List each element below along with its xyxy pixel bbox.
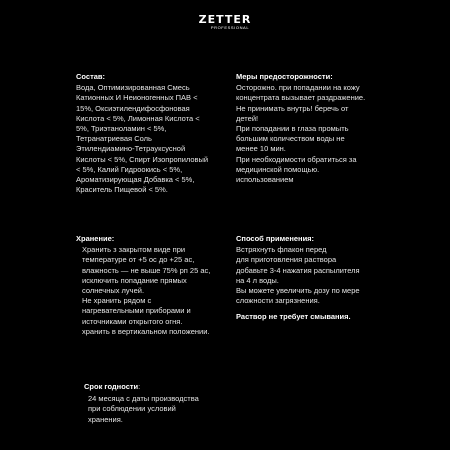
cautions-title: Меры предосторожности: [236,72,333,81]
cautions-line: большим количеством воды не [236,134,345,144]
composition-section [76,72,236,195]
composition-line: Краситель Пищевой < 5%. [76,185,168,195]
cautions-section [236,72,396,185]
cautions-line: концентрата вызывает раздражение. [236,93,366,103]
shelf-life-line: хранения. [88,414,123,424]
brand-logo-subtitle: PROFESSIONAL [210,25,250,30]
cautions-line: использованием [236,175,294,185]
application-line: Вы можете увеличить дозу по мере [236,286,360,296]
brand-logo-name: ZETTER [198,13,252,26]
storage-line: хранить в вертикальном положении. [82,326,210,336]
shelf-life-title: Срок годности [84,382,139,391]
storage-line: температуре от +5 ос до +25 ас, [82,255,195,265]
composition-line: Кислота < 5%, Лимонная Кислота < [76,113,200,123]
cautions-line: детей! [236,113,259,123]
composition-line: Ароматизирующая Добавка < 5%, [76,175,195,185]
storage-line: источниками открытого огня. [82,316,183,326]
shelf-life-colon: : [138,382,141,391]
composition-line: Катионных И Неионогенных ПАВ < [76,93,198,103]
composition-line: Тетранатриевая Соль [76,134,152,144]
storage-line: нагревательными приборами и [82,306,191,316]
composition-line: < 5%, Калий Гидроокись < 5%, [76,164,183,174]
cautions-line: При попадании в глаза промыть [236,124,349,134]
composition-line: Этилендиамино-Тетрауксусной [76,144,186,154]
cautions-line: Не принимать внутрь! беречь от [236,103,349,113]
application-note: Раствор не требует смывания. [236,312,351,322]
composition-title: Состав: [76,72,106,81]
application-line: добавьте 3-4 нажатия распылителя [236,265,360,275]
application-line: для приготовления раствора [236,255,337,265]
shelf-life-line: при соблюдении условий [88,404,176,414]
application-line: на 4 л воды. [236,275,279,285]
storage-line: влажность — не выше 75% pп 25 ас, [82,265,211,275]
shelf-life-heading [84,382,244,392]
application-title: Способ применения: [236,234,315,243]
cautions-line: Осторожно. при попадании на кожу [236,83,360,93]
cautions-line: менее 10 мин. [236,144,286,154]
storage-line: Хранить з закрытом виде при [82,245,186,255]
cautions-line: медицинской помощью. [236,164,320,174]
application-section [236,234,396,323]
shelf-life-section [84,382,244,425]
brand-logo [0,14,450,31]
application-line: Встряхнуть флакон перед [236,245,327,255]
storage-section [76,234,236,337]
storage-line: Не хранить рядом с [82,296,152,306]
application-line: сложности загрязнения. [236,296,320,306]
composition-line: 5%, Триэтаноламин < 5%, [76,124,167,134]
composition-line: Кислоты < 5%, Спирт Изопропиловый [76,154,209,164]
composition-line: Вода, Оптимизированная Смесь [76,83,190,93]
composition-line: 15%, Оксиэтилендифосфоновая [76,103,190,113]
shelf-life-line: 24 месяца с даты производства [88,394,199,404]
cautions-line: При необходимости обратиться за [236,154,357,164]
storage-line: солнечных лучей. [82,286,145,296]
storage-line: исключить попадание прямых [82,275,187,285]
storage-title: Хранение: [76,234,115,243]
